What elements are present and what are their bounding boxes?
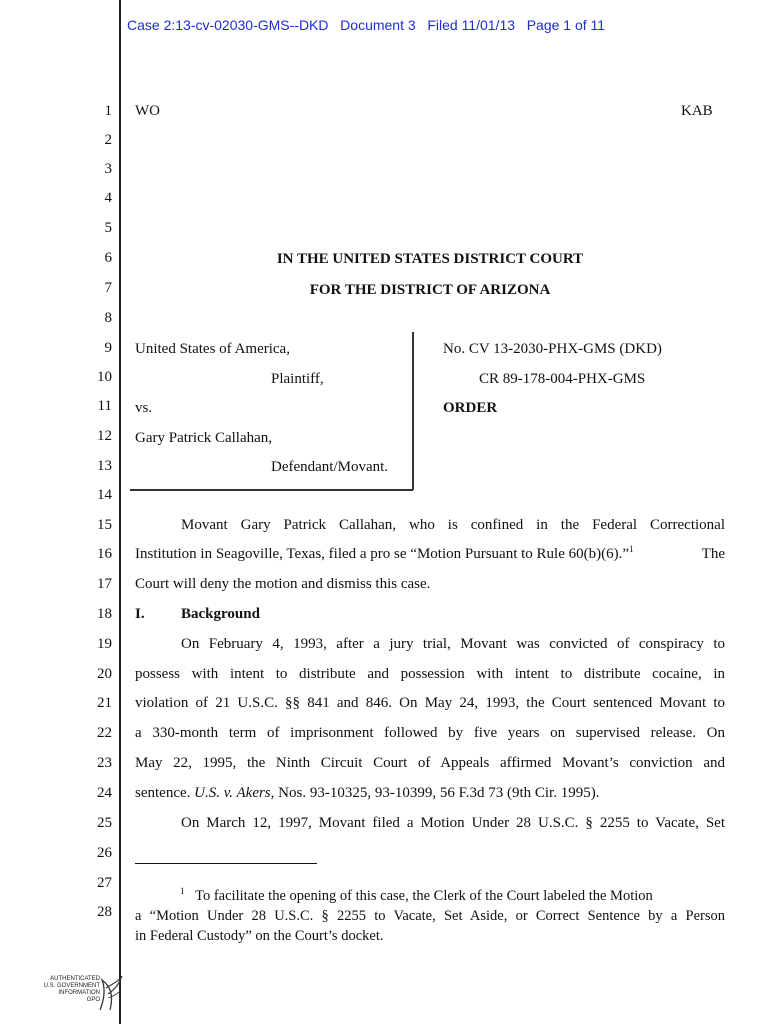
left-margin-rule bbox=[119, 0, 121, 1024]
footnote-line: in Federal Custody” on the Court’s docket. bbox=[135, 928, 384, 944]
document-code-right: KAB bbox=[681, 103, 713, 119]
line-number: 20 bbox=[97, 666, 112, 682]
body-line: On March 12, 1997, Movant filed a Motion Under 28 U.S.C. § 2255 to Vacate, Set bbox=[181, 815, 725, 831]
court-district: FOR THE DISTRICT OF ARIZONA bbox=[309, 282, 551, 298]
caption-divider-horizontal bbox=[130, 489, 413, 491]
line-number: 18 bbox=[97, 606, 112, 622]
versus: vs. bbox=[135, 400, 153, 416]
caption-divider-vertical bbox=[412, 332, 414, 490]
gpo-authentication-seal bbox=[30, 972, 125, 1012]
line-number: 14 bbox=[97, 487, 112, 503]
plaintiff-role: Plaintiff, bbox=[271, 371, 324, 387]
case-header: Case 2:13-cv-02030-GMS--DKD Document 3 Filed 11/01/13 Page 1 of 11 bbox=[127, 17, 606, 33]
footnote-line: a “Motion Under 28 U.S.C. § 2255 to Vacate, Set Aside, or Correct Sentence by a Person bbox=[135, 908, 725, 924]
footnote-text: $^1$ To facilitate the opening of this case, the Clerk of the Court labeled the Motion bbox=[180, 886, 653, 904]
case-citation: U.S. v. Akers bbox=[194, 785, 271, 801]
line-number: 27 bbox=[97, 875, 112, 891]
line-number: 16 bbox=[97, 546, 112, 562]
document-title: ORDER bbox=[443, 400, 498, 416]
line-number: 17 bbox=[97, 576, 112, 592]
body-line: Movant Gary Patrick Callahan, who is confined in the Federal Correctional bbox=[181, 517, 725, 533]
line-number: 8 bbox=[104, 310, 112, 326]
footnote-reference[interactable]: 1 bbox=[629, 544, 634, 554]
line-number: 19 bbox=[97, 636, 112, 652]
line-number: 10 bbox=[97, 369, 112, 385]
line-number: 1 bbox=[104, 103, 112, 119]
line-number: 5 bbox=[104, 220, 112, 236]
line-number: 24 bbox=[97, 785, 112, 801]
line-number: 7 bbox=[104, 280, 112, 296]
line-number: 4 bbox=[104, 190, 112, 206]
line-number: 15 bbox=[97, 517, 112, 533]
line-number: 22 bbox=[97, 725, 112, 741]
criminal-number: CR 89-178-004-PHX-GMS bbox=[479, 371, 646, 387]
body-text: Institution in Seagoville, Texas, filed a pro se “Motion Pursuant to Rule 60(b)(6).”$^1$ bbox=[135, 544, 634, 562]
document-code-left: WO bbox=[135, 103, 160, 119]
body-line: May 22, 1995, the Ninth Circuit Court of Appeals affirmed Movant’s conviction and bbox=[135, 755, 725, 771]
line-number: 28 bbox=[97, 904, 112, 920]
line-number: 11 bbox=[97, 398, 112, 414]
line-number: 3 bbox=[104, 161, 112, 177]
body-line: violation of 21 U.S.C. §§ 841 and 846. On May 24, 1993, the Court sentenced Movant to bbox=[135, 695, 725, 711]
line-number: 23 bbox=[97, 755, 112, 771]
section-heading: Background bbox=[181, 606, 260, 622]
body-line: On February 4, 1993, after a jury trial, Movant was convicted of conspiracy to bbox=[181, 636, 725, 652]
body-line: Court will deny the motion and dismiss this case. bbox=[135, 576, 431, 592]
body-line: sentence. U.S. v. Akers, Nos. 93-10325, 93-10399, 56 F.3d 73 (9th Cir. 1995). bbox=[135, 785, 600, 801]
court-name: IN THE UNITED STATES DISTRICT COURT bbox=[276, 251, 584, 267]
section-number: I. bbox=[135, 606, 145, 622]
line-number: 25 bbox=[97, 815, 112, 831]
footnote-mark: 1 bbox=[180, 886, 185, 896]
eagle-seal-icon bbox=[96, 972, 124, 1012]
body-line: a 330-month term of imprisonment followed by five years on supervised release. On bbox=[135, 725, 725, 741]
line-number: 2 bbox=[104, 132, 112, 148]
footnote-line bbox=[135, 888, 725, 905]
plaintiff-name: United States of America, bbox=[135, 341, 290, 357]
case-number: No. CV 13-2030-PHX-GMS (DKD) bbox=[443, 341, 662, 357]
line-number: 13 bbox=[97, 458, 112, 474]
body-text: The bbox=[701, 546, 725, 562]
body-line: possess with intent to distribute and possession with intent to distribute cocaine, in bbox=[135, 666, 725, 682]
defendant-name: Gary Patrick Callahan, bbox=[135, 430, 273, 446]
line-number: 26 bbox=[97, 845, 112, 861]
body-line bbox=[135, 546, 725, 563]
line-number: 6 bbox=[104, 250, 112, 266]
seal-text: AUTHENTICATED U.S. GOVERNMENT INFORMATION GPO bbox=[43, 976, 100, 1003]
defendant-role: Defendant/Movant. bbox=[271, 459, 389, 475]
footnote-separator bbox=[135, 863, 317, 864]
line-number: 12 bbox=[97, 428, 112, 444]
line-number: 21 bbox=[97, 695, 112, 711]
line-number: 9 bbox=[104, 340, 112, 356]
